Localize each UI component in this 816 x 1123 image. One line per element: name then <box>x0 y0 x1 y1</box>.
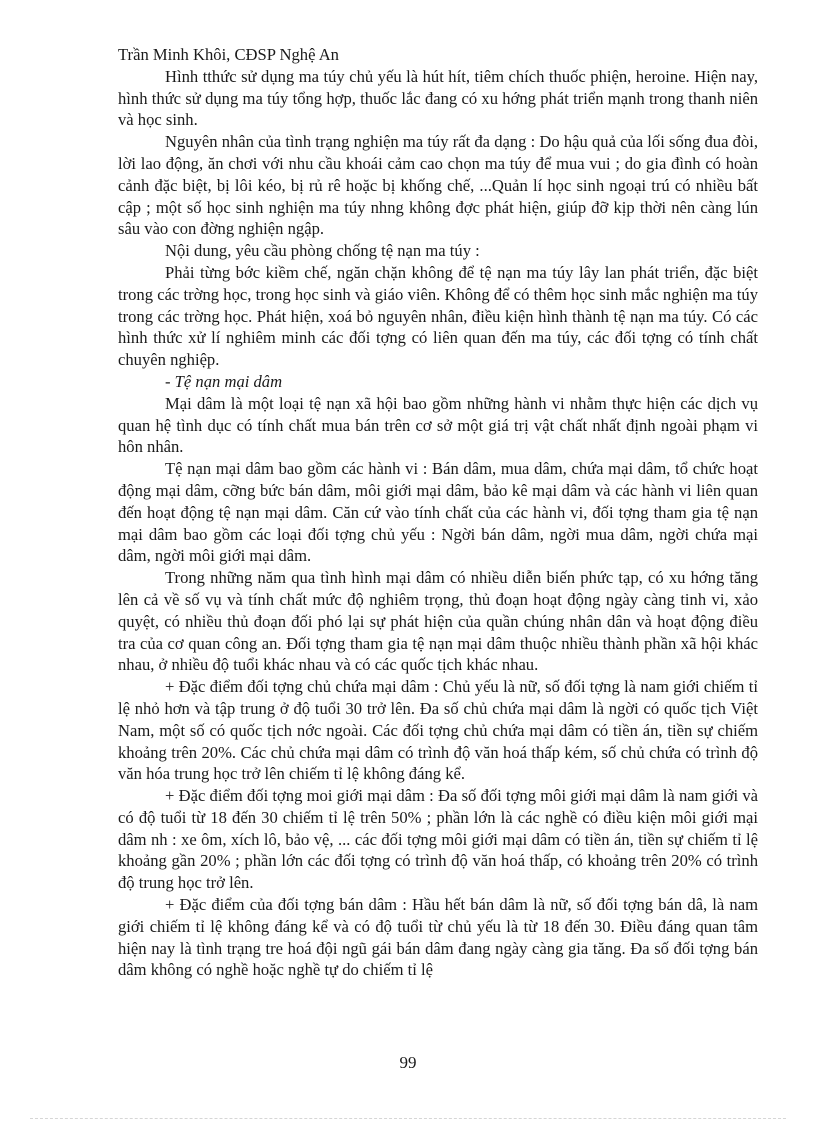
paragraph-drug-forms: Hình tthức sử dụng ma túy chủ yếu là hút hít, tiêm chích thuốc phiện, heroine. Hiện nay, hình thức sử dụng ma túy tổng hợp, thuốc lắc đang có xu hớng phát triển mạnh trong thanh niên và học sinh. <box>118 66 758 130</box>
document-page <box>118 44 758 981</box>
page-number: 99 <box>399 1053 417 1072</box>
paragraph-brokers: + Đặc điểm đối tợng moi giới mại dâm : Đa số đối tợng môi giới mại dâm là nam giới và có độ tuổi từ 18 đến 30 chiếm tỉ lệ trên 50% ; phần lớn là các nghề có điều kiện môi giới mại dâm nh : xe ôm, xích lô, bảo vệ, ... các đối tợng môi giới mại dâm có tiền án, tiền sự chiếm tỉ lệ khoảng gần 20% ; phần lớn các đối tợng có trình độ văn hoá thấp, có khoảng trên 20% có trình độ trung học trở lên. <box>118 786 758 893</box>
paragraph-sex-workers: + Đặc điểm của đối tợng bán dâm : Hầu hết bán dâm là nữ, số đối tợng bán dâ, là nam giới chiếm tỉ lệ không đáng kể và có độ tuổi từ chủ yếu là từ 18 đến 30. Điều đáng quan tâm hiện nay là tình trạng tre hoá đội ngũ gái bán dâm đang ngày càng gia tăng. Đa số đối tợng bán dâm không có nghề hoặc nghề tự do chiếm tỉ lệ <box>118 895 758 980</box>
paragraph-prostitution-situation: Trong những năm qua tình hình mại dâm có nhiều diễn biến phức tạp, có xu hớng tăng lên cả về số vụ và tính chất mức độ nghiêm trọng, thủ đoạn hoạt động ngày càng tinh vi, xảo quyệt, có nhiều thủ đoạn đối phó lại sự phát hiện của quần chúng nhân dân và hoạt động điều tra của cơ quan công an. Đối tợng tham gia tệ nạn mại dâm thuộc nhiều thành phần xã hội khác nhau, ở nhiều độ tuổi khác nhau và có các quốc tịch khác nhau. <box>118 568 758 675</box>
paragraph-drug-causes: Nguyên nhân của tình trạng nghiện ma túy rất đa dạng : Do hậu quả của lối sống đua đòi, lời lao động, ăn chơi với nhu cầu khoái cảm cao chọn ma túy để mua vui ; do gia đình có hoàn cảnh đặc biệt, bị lôi kéo, bị rủ rê hoặc bị khống chế, ...Quản lí học sinh ngoại trú có nhiều bất cập ; một số học sinh nghiện ma túy nhng không đợc phát hiện, giúp đỡ kịp thời nên càng lún sâu vào con đờng nghiện ngập. <box>118 132 758 239</box>
paragraph-drug-prevention-requirements: Phải từng bớc kiềm chế, ngăn chặn không để tệ nạn ma túy lây lan phát triển, đặc biệt trong các trờng học, trong học sinh và giáo viên. Không để có thêm học sinh mắc nghiện ma túy trong các trờng học. Phát hiện, xoá bỏ nguyên nhân, điều kiện hình thành tệ nạn ma túy. Có các hình thức xử lí nghiêm minh các đối tợng có liên quan đến ma túy, các đối tợng có tính chất chuyên nghiệp. <box>118 262 758 370</box>
section-heading-prostitution: - Tệ nạn mại dâm <box>165 371 283 391</box>
paragraph-brothel-owners: + Đặc điểm đối tợng chủ chứa mại dâm : Chủ yếu là nữ, số đối tợng là nam giới chiếm tỉ lệ nhỏ hơn và tập trung ở độ tuổi 30 trở lên. Đa số chủ chứa mại dâm là ngời có quốc tịch Việt Nam, một số có quốc tịch nớc ngoài. Các đối tợng chủ chứa mại dâm có tiền án, tiền sự chiếm khoảng trên 20%. Các chủ chứa mại dâm có trình độ văn hoá thấp kém, số chủ chứa có trình độ văn hóa trung học trở lên chiếm tỉ lệ không đáng kể. <box>118 677 758 784</box>
paragraph-prostitution-behaviours: Tệ nạn mại dâm bao gồm các hành vi : Bán dâm, mua dâm, chứa mại dâm, tổ chức hoạt động mại dâm, cỡng bức bán dâm, môi giới mại dâm, bảo kê mại dâm và các hành vi liên quan đến hoạt động tệ nạn mại dâm. Căn cứ vào tính chất của các hành vi, đối tợng tham gia tệ nạn mại dâm bao gồm các loại đối tợng chủ yếu : Ngời bán dâm, ngời mua dâm, ngời chứa mại dâm, ngời môi giới mại dâm. <box>118 459 758 566</box>
document-header: Trần Minh Khôi, CĐSP Nghệ An <box>118 45 339 64</box>
paragraph-drug-prevention-intro: Nội dung, yêu cầu phòng chống tệ nạn ma túy : <box>165 241 480 261</box>
paragraph-prostitution-definition: Mại dâm là một loại tệ nạn xã hội bao gồm những hành vi nhằm thực hiện các dịch vụ quan hệ tình dục có tính chất mua bán trên cơ sở một giá trị vật chất nhất định ngoài phạm vi hôn nhân. <box>118 393 758 457</box>
page-bottom-rule <box>30 1118 786 1119</box>
